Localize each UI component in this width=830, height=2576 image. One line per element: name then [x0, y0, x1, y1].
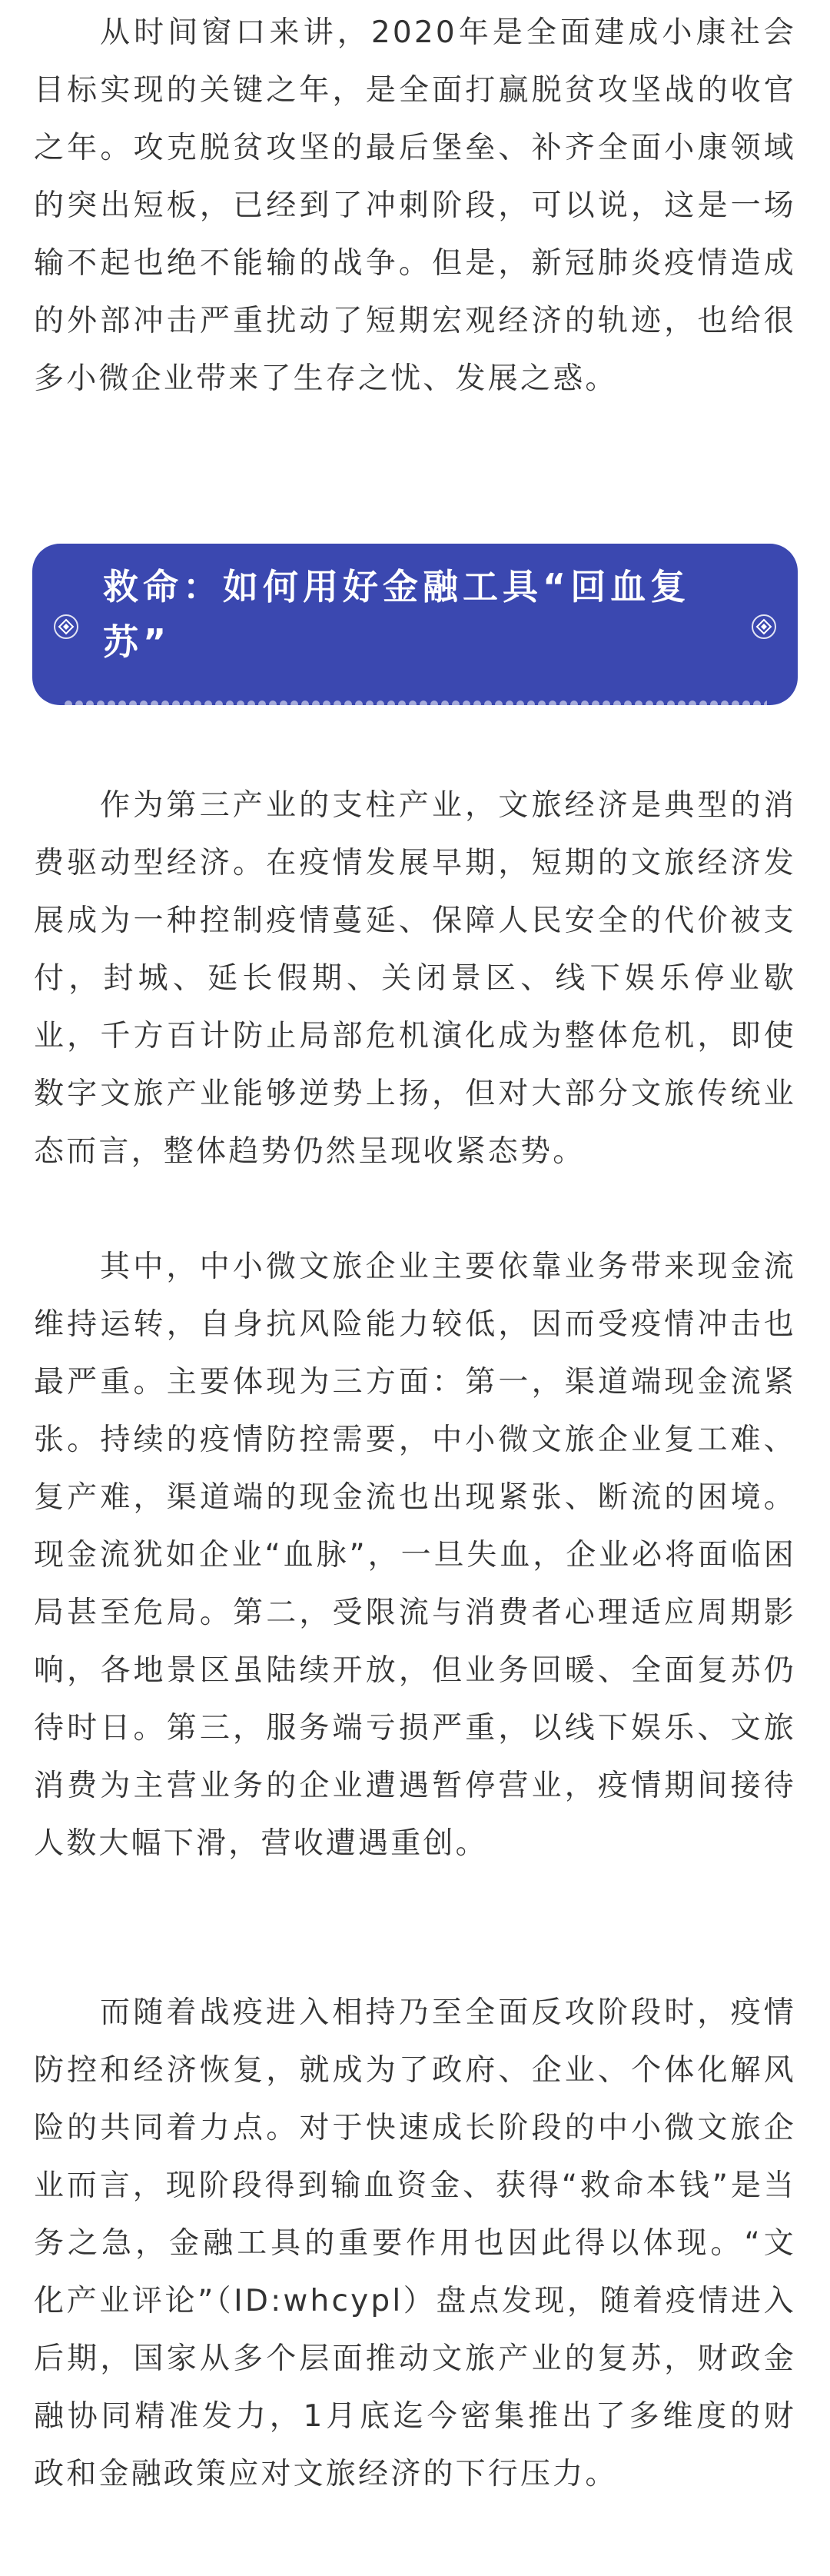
paragraph-intro: 从时间窗口来讲，2020年是全面建成小康社会目标实现的关键之年，是全面打赢脱贫攻坚战的收官之年。攻克脱贫攻坚的最后堡垒、补齐全面小康领域的突出短板，已经到了冲刺阶段，可以说，这是一场输不起也绝不能输的战争。但是，新冠肺炎疫情造成的外部冲击严重扰动了短期宏观经济的轨迹，也给很多小微企业带来了生存之忧、发展之惑。: [34, 15, 796, 396]
section-heading-title: 救命：如何用好金融工具“回血复苏”: [103, 566, 691, 663]
section-heading-banner: [32, 544, 798, 705]
diamond-ornament-icon: [750, 613, 778, 641]
paragraph-cultural-tourism: 作为第三产业的支柱产业，文旅经济是典型的消费驱动型经济。在疫情发展早期，短期的文旅经济发展成为一种控制疫情蔓延、保障人民安全的代价被支付，封城、延长假期、关闭景区、线下娱乐停业歇业，千方百计防止局部危机演化成为整体危机，即使数字文旅产业能够逆势上扬，但对大部分文旅传统业态而言，整体趋势仍然呈现收紧态势。: [34, 788, 796, 1169]
banner-scallop-edge: [63, 699, 767, 710]
paragraph-smes-impact: 其中，中小微文旅企业主要依靠业务带来现金流维持运转，自身抗风险能力较低，因而受疫情冲击也最严重。主要体现为三方面：第一，渠道端现金流紧张。持续的疫情防控需要，中小微文旅企业复工难、复产难，渠道端的现金流也出现紧张、断流的困境。现金流犹如企业“血脉”，一旦失血，企业必将面临困局甚至危局。第二，受限流与消费者心理适应周期影响，各地景区虽陆续开放，但业务回暖、全面复苏仍待时日。第三，服务端亏损严重，以线下娱乐、文旅消费为主营业务的企业遭遇暂停营业，疫情期间接待人数大幅下滑，营收遭遇重创。: [34, 1250, 796, 1861]
paragraph-policy-response: 而随着战疫进入相持乃至全面反攻阶段时，疫情防控和经济恢复，就成为了政府、企业、个体化解风险的共同着力点。对于快速成长阶段的中小微文旅企业而言，现阶段得到输血资金、获得“救命本钱”是当务之急，金融工具的重要作用也因此得以体现。“文化产业评论”（ID:whcypl）盘点发现，随着疫情进入后期，国家从多个层面推动文旅产业的复苏，财政金融协同精准发力，1月底迄今密集推出了多维度的财政和金融政策应对文旅经济的下行压力。: [34, 1995, 796, 2491]
diamond-ornament-icon: [52, 613, 80, 641]
